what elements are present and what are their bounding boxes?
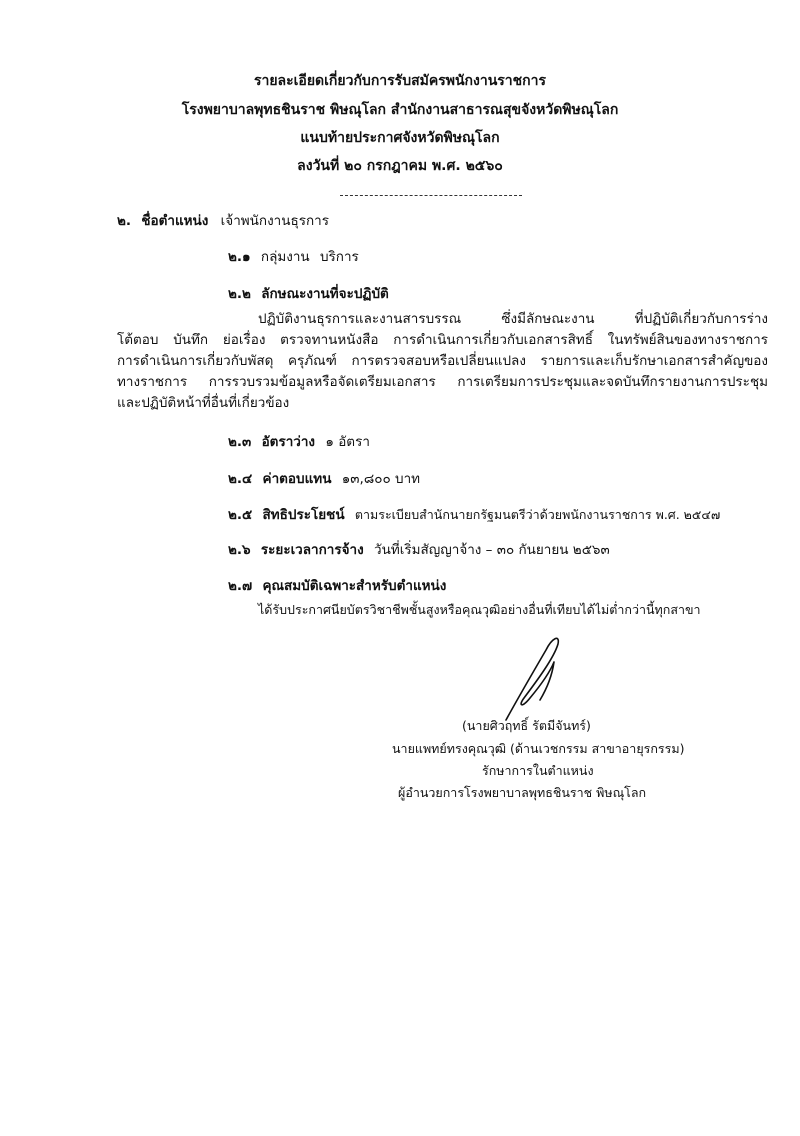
section-2-5-label: สิทธิประโยชน์ bbox=[262, 507, 345, 523]
section-2-6-label: ระยะเวลาการจ้าง bbox=[260, 542, 364, 558]
section-2-3-label: อัตราว่าง bbox=[261, 434, 316, 450]
section-2-2-label: ลักษณะงานที่จะปฏิบัติ bbox=[261, 286, 389, 302]
section-2-5-number: ๒.๕ bbox=[228, 507, 253, 523]
section-2-4-number: ๒.๔ bbox=[228, 471, 253, 487]
section-2-2-number: ๒.๒ bbox=[228, 286, 251, 302]
section-2-7-heading bbox=[228, 577, 446, 595]
section-2-7-body: ได้รับประกาศนียบัตรวิชาชีพชั้นสูงหรือคุณวุฒิอย่างอื่นที่เทียบได้ไม่ต่ำกว่านี้ทุกสาขา bbox=[258, 602, 701, 617]
position-value: เจ้าพนักงานธุรการ bbox=[220, 213, 329, 229]
doc-title-line2: โรงพยาบาลพุทธชินราช พิษณุโลก สำนักงานสาธารณสุขจังหวัดพิษณุโลก bbox=[181, 102, 619, 118]
section-2-2-body-line: ทางราชการ การรวบรวมข้อมูลหรือจัดเตรียมเอกสาร การเตรียมการประชุมและจดบันทึกรายงานการประชุม bbox=[117, 374, 768, 390]
section-2-7-label: คุณสมบัติเฉพาะสำหรับตำแหน่ง bbox=[262, 578, 447, 594]
section-2-5-value: ตามระเบียบสำนักนายกรัฐมนตรีว่าด้วยพนักงานราชการ พ.ศ. ๒๕๔๗ bbox=[354, 507, 721, 522]
doc-title-line4: ลงวันที่ ๒๐ กรกฎาคม พ.ศ. ๒๕๖๐ bbox=[297, 158, 503, 174]
section-2-4-value: ๑๓,๘๐๐ บาท bbox=[341, 471, 421, 487]
header-divider bbox=[340, 195, 522, 196]
section-2-2-body-line: ปฏิบัติงานธุรการและงานสารบรรณ ซึ่งมีลักษณะงาน ที่ปฏิบัติเกี่ยวกับการร่าง bbox=[258, 311, 768, 327]
section-2-4-label: ค่าตอบแทน bbox=[262, 471, 332, 487]
section-2-6-number: ๒.๖ bbox=[228, 542, 251, 558]
section-2-7-number: ๒.๗ bbox=[228, 578, 253, 594]
section-2-1-label: กลุ่มงาน bbox=[260, 249, 310, 265]
doc-title-line3: แนบท้ายประกาศจังหวัดพิษณุโลก bbox=[300, 130, 500, 146]
position-number: ๒. bbox=[117, 213, 132, 229]
section-2-2-body-line: การดำเนินการเกี่ยวกับพัสดุ ครุภัณฑ์ การตรวจสอบหรือเปลี่ยนแปลง รายการและเก็บรักษาเอกสารสำคัญของ bbox=[117, 353, 768, 369]
section-2-6-value: วันที่เริ่มสัญญาจ้าง – ๓๐ กันยายน ๒๕๖๓ bbox=[374, 542, 610, 558]
section-2-2-heading bbox=[228, 285, 389, 303]
section-2-3-number: ๒.๓ bbox=[228, 434, 252, 450]
position-label: ชื่อตำแหน่ง bbox=[141, 213, 209, 229]
signature-scribble bbox=[488, 628, 578, 728]
section-2-1 bbox=[228, 248, 359, 266]
section-2-3 bbox=[228, 433, 370, 451]
section-2-2-body-line: และปฏิบัติหน้าที่อื่นที่เกี่ยวข้อง bbox=[117, 395, 290, 411]
section-2-6 bbox=[228, 541, 610, 559]
section-2-1-number: ๒.๑ bbox=[228, 249, 251, 265]
section-2-3-value: ๑ อัตรา bbox=[325, 434, 370, 450]
signatory-acting: รักษาการในตำแหน่ง bbox=[482, 763, 594, 778]
section-2-5 bbox=[228, 506, 720, 524]
signatory-name: (นายศิวฤทธิ์ รัตมีจันทร์) bbox=[462, 718, 591, 733]
section-2-1-value: บริการ bbox=[319, 249, 359, 265]
signatory-title: นายแพทย์ทรงคุณวุฒิ (ด้านเวชกรรม สาขาอายุรกรรม) bbox=[392, 741, 685, 756]
section-2-2-body-line: โต้ตอบ บันทึก ย่อเรื่อง ตรวจทานหนังสือ การดำเนินการเกี่ยวกับเอกสารสิทธิ์ ในทรัพย์สินของทางราชการ bbox=[117, 332, 768, 348]
section-2-4 bbox=[228, 470, 420, 488]
signatory-office: ผู้อำนวยการโรงพยาบาลพุทธชินราช พิษณุโลก bbox=[398, 785, 647, 800]
doc-title-line1: รายละเอียดเกี่ยวกับการรับสมัครพนักงานราชการ bbox=[253, 73, 547, 89]
position-row bbox=[117, 212, 329, 230]
